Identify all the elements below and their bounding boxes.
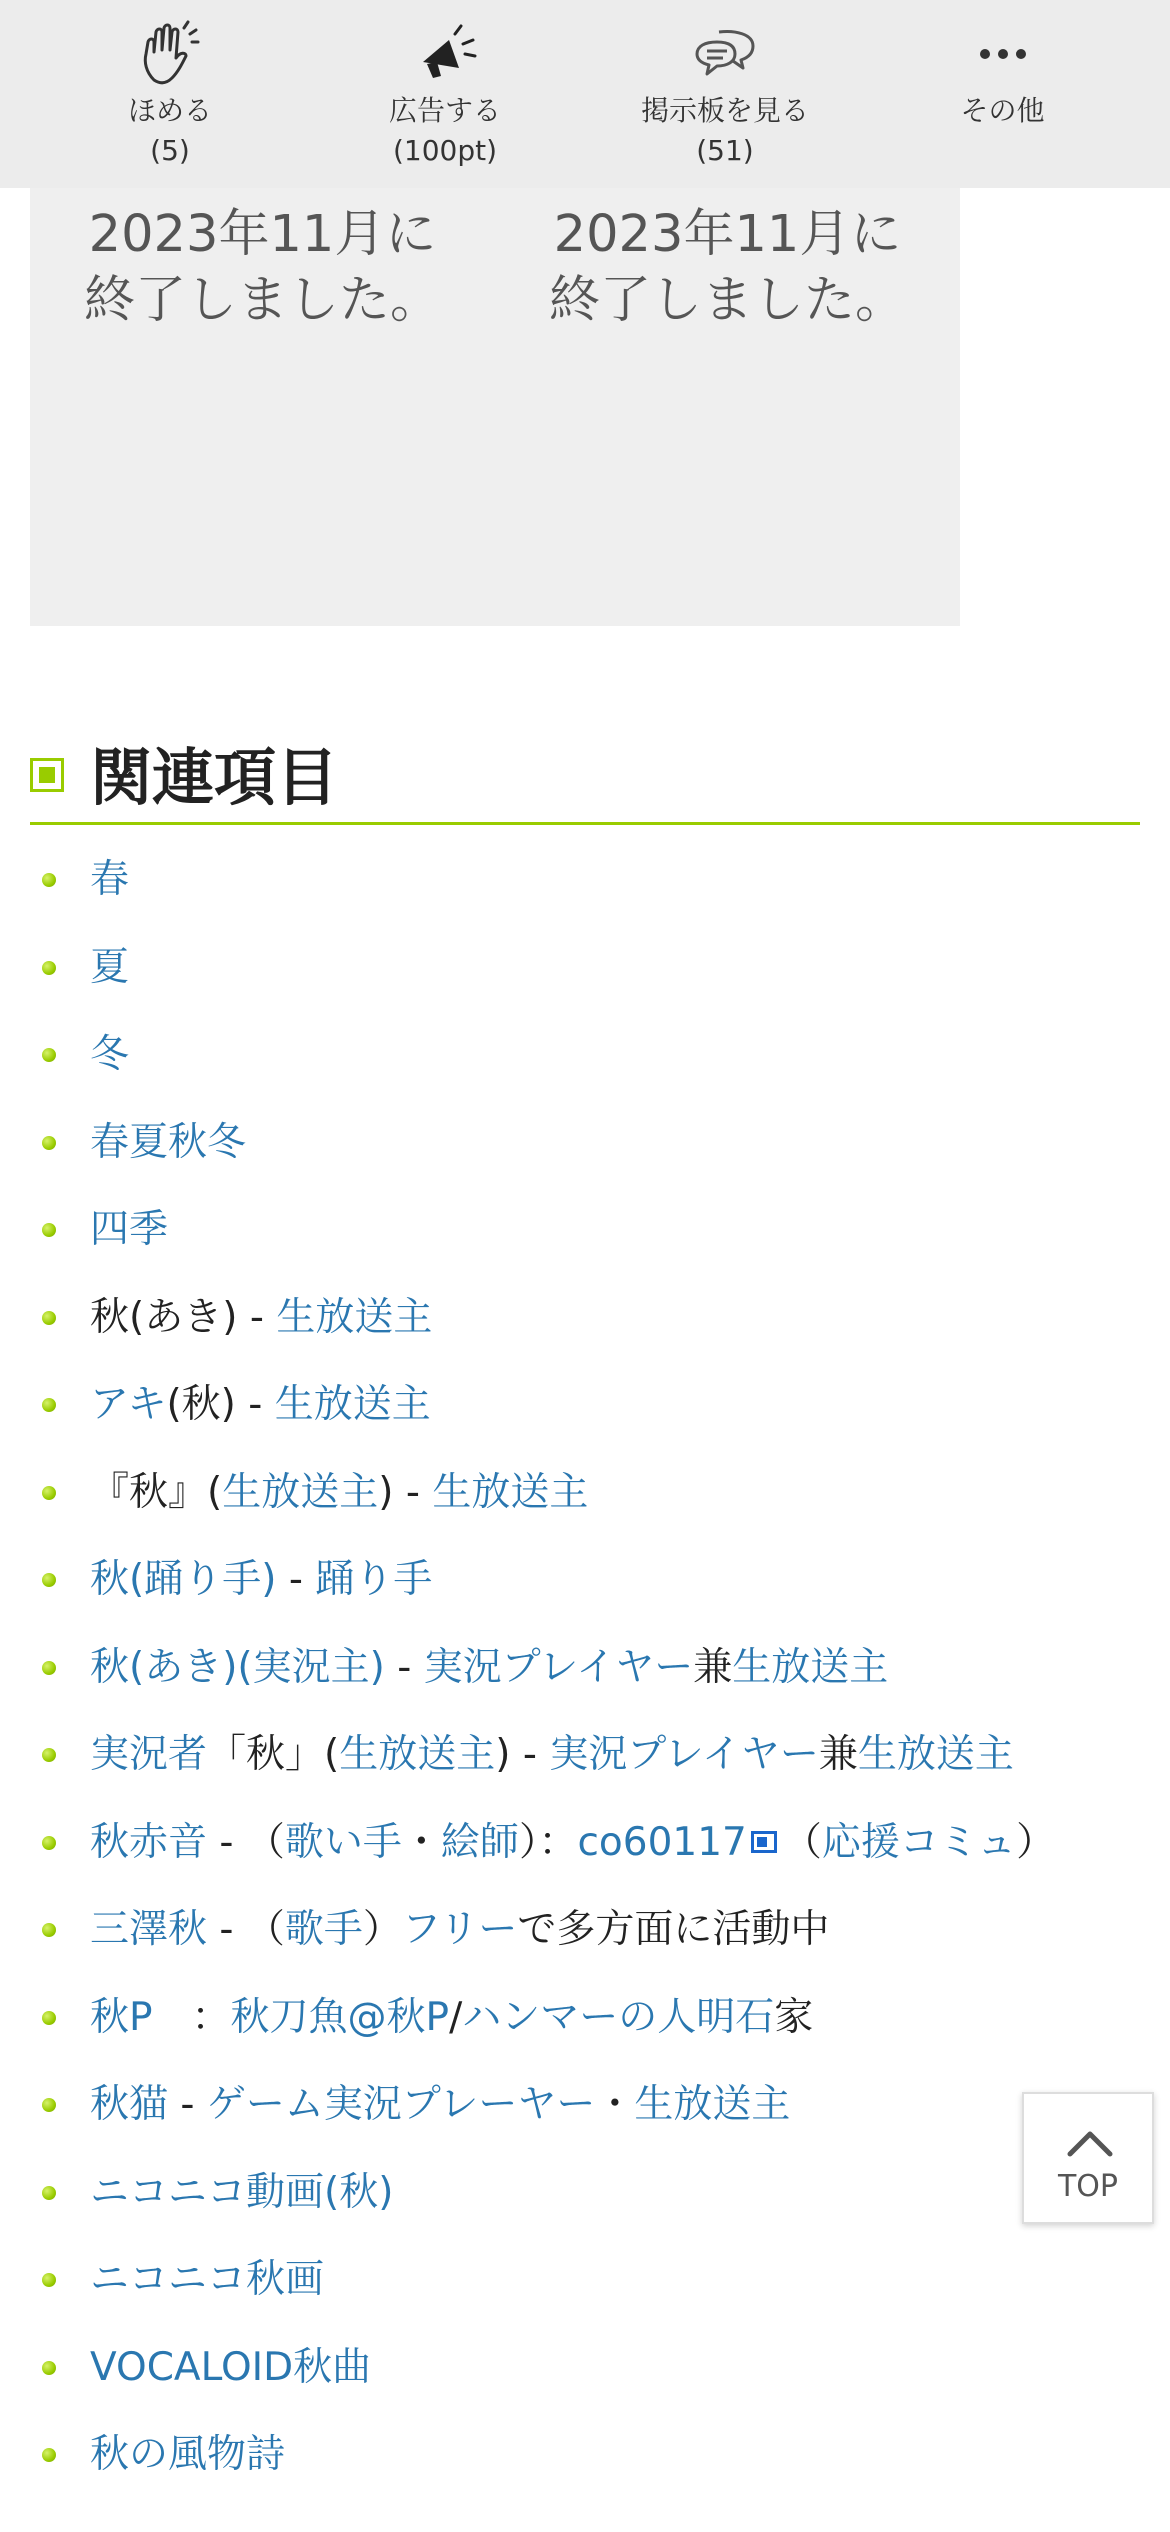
related-link[interactable]: 生放送主 [634, 2082, 791, 2127]
related-link[interactable]: 春 [90, 857, 130, 902]
related-link[interactable]: 秋猫 [90, 2082, 169, 2127]
praise-button[interactable] [70, 0, 270, 188]
related-link[interactable]: 秋赤音 [90, 1819, 208, 1865]
item-text: ) - [378, 1469, 433, 1515]
back-to-top-label: TOP [1057, 2169, 1119, 2204]
related-link[interactable]: 生放送主 [276, 1294, 433, 1340]
list-item [30, 2411, 1140, 2499]
related-link[interactable]: 春夏秋冬 [90, 1119, 247, 1165]
related-link[interactable]: ニコニコ秋画 [90, 2257, 325, 2302]
item-text: ） [362, 1907, 402, 1952]
item-text: 家 [774, 1994, 814, 2040]
advertise-count: (100pt) [392, 134, 498, 167]
related-link[interactable]: 実況者 [90, 1732, 208, 1777]
list-item [30, 1974, 1140, 2062]
item-text: ・ [401, 1819, 441, 1865]
item-text: - [168, 2082, 207, 2127]
megaphone-icon [409, 18, 481, 90]
related-link[interactable]: ハンマーの人明石 [462, 1994, 775, 2040]
item-text: ）： [518, 1819, 578, 1865]
list-item [30, 1624, 1140, 1712]
item-text: 「秋」( [207, 1732, 340, 1777]
list-item [30, 2324, 1140, 2412]
action-toolbar [0, 0, 1170, 188]
view-bbs-count: (51) [696, 134, 754, 167]
back-to-top-button[interactable] [1022, 2092, 1154, 2224]
advertise-label: 広告する [388, 94, 501, 127]
item-text: ） [1016, 1819, 1056, 1865]
list-item [30, 1449, 1140, 1537]
related-link[interactable]: 生放送主 [222, 1469, 379, 1515]
more-button[interactable] [900, 0, 1105, 188]
related-link[interactable]: 生放送主 [432, 1469, 589, 1515]
heading-square-icon [30, 758, 64, 792]
more-label: その他 [960, 94, 1045, 127]
item-text: - [276, 1557, 316, 1602]
list-item [30, 1536, 1140, 1624]
item-text: ： [152, 1994, 231, 2040]
list-item [30, 2236, 1140, 2324]
ended-notice-right [495, 202, 960, 334]
list-item [30, 2061, 1140, 2149]
advertise-button[interactable] [345, 0, 545, 188]
ended-notice-left [30, 202, 495, 334]
item-text: 『秋』( [90, 1469, 223, 1515]
list-item [30, 836, 1140, 924]
related-heading-text: 関連項目 [90, 741, 339, 814]
item-text: 兼 [693, 1644, 733, 1690]
related-link[interactable]: 秋P [90, 1994, 153, 2040]
item-text: (秋) - [166, 1382, 275, 1427]
view-bbs-button[interactable] [610, 0, 840, 188]
related-link[interactable]: 秋の風物詩 [90, 2432, 286, 2477]
ended-notice-right-line2: 終了しました。 [548, 271, 906, 330]
clap-icon [134, 18, 206, 90]
praise-label: ほめる [127, 94, 212, 127]
related-link[interactable]: 四季 [90, 1207, 169, 1252]
related-link[interactable]: 応援コミュ [821, 1819, 1017, 1865]
item-text: 秋(あき) - [90, 1294, 277, 1340]
list-item [30, 1011, 1140, 1099]
item-text: - （ [207, 1819, 285, 1865]
list-item [30, 1361, 1140, 1449]
related-link[interactable]: 生放送主 [274, 1382, 431, 1427]
related-link[interactable]: 実況プレイヤー [549, 1732, 819, 1777]
related-link[interactable]: ニコニコ動画(秋) [90, 2169, 394, 2215]
ended-notice-left-line2: 終了しました。 [83, 271, 441, 330]
view-bbs-label: 掲示板を見る [640, 94, 809, 127]
related-link[interactable]: 生放送主 [339, 1732, 496, 1777]
praise-count: (5) [150, 134, 190, 167]
speech-bubbles-icon [689, 18, 761, 90]
list-item [30, 1799, 1140, 1887]
related-link[interactable]: 歌い手 [284, 1819, 402, 1865]
related-link[interactable]: 歌手 [284, 1907, 363, 1952]
related-link[interactable]: 三澤秋 [90, 1907, 208, 1952]
item-text: - （ [207, 1907, 285, 1952]
chevron-up-icon [1066, 2128, 1114, 2158]
related-link[interactable]: 絵師 [440, 1819, 519, 1865]
related-link[interactable]: アキ [90, 1382, 167, 1427]
ended-notice-panel [30, 150, 960, 626]
list-item [30, 924, 1140, 1012]
list-item [30, 1274, 1140, 1362]
related-link[interactable]: VOCALOID秋曲 [90, 2344, 372, 2390]
external-window-icon[interactable] [751, 1831, 777, 1853]
related-list [30, 836, 1140, 2499]
related-link[interactable]: ゲーム実況プレーヤー [206, 2082, 596, 2127]
list-item [30, 1886, 1140, 1974]
related-link[interactable]: 生放送主 [857, 1732, 1014, 1777]
related-link[interactable]: 実況プレイヤー [423, 1644, 694, 1690]
related-link[interactable]: 生放送主 [732, 1644, 889, 1690]
item-text: ・ [595, 2082, 635, 2127]
related-link[interactable]: フリー [401, 1907, 518, 1952]
community-link[interactable]: co60117 [577, 1819, 747, 1865]
related-link[interactable]: 夏 [90, 944, 130, 990]
ended-notice-right-line1: 2023年11月に [553, 205, 902, 264]
item-text: で多方面に活動中 [517, 1907, 830, 1952]
list-item [30, 1711, 1140, 1799]
ended-notice-left-line1: 2023年11月に [88, 205, 437, 264]
item-text: / [449, 1994, 463, 2040]
related-link[interactable]: 秋(踊り手) [90, 1557, 277, 1602]
item-text: - [384, 1644, 424, 1690]
related-link[interactable]: 秋刀魚@秋P [230, 1994, 450, 2040]
related-link[interactable]: 秋(あき)(実況主) [90, 1644, 385, 1690]
item-text: 兼 [818, 1732, 858, 1777]
more-dots-icon [967, 18, 1039, 90]
item-text: （ [782, 1819, 822, 1865]
related-link[interactable]: 踊り手 [315, 1557, 433, 1602]
related-section-heading [30, 740, 1140, 825]
list-item [30, 2149, 1140, 2237]
list-item [30, 1099, 1140, 1187]
item-text: ) - [495, 1732, 550, 1777]
list-item [30, 1186, 1140, 1274]
related-link[interactable]: 冬 [90, 1032, 130, 1077]
